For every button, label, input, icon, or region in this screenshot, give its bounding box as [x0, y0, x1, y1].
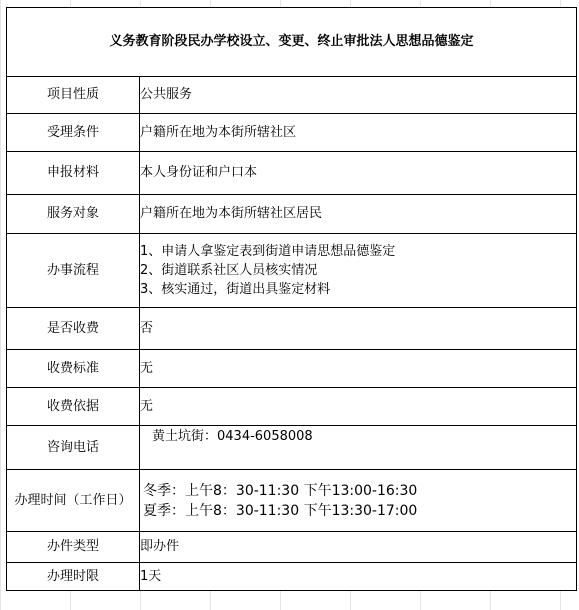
- row-value-charge-basis[interactable]: 无: [140, 388, 577, 426]
- table-row: [7, 77, 577, 114]
- table-row: [7, 350, 577, 388]
- row-value-charge-standard[interactable]: 无: [140, 350, 577, 388]
- row-value-process[interactable]: [140, 234, 577, 308]
- row-label-process[interactable]: 办事流程: [7, 234, 140, 308]
- table-row: [7, 195, 577, 234]
- table-row: [7, 532, 577, 563]
- row-value-case-type[interactable]: 即办件: [140, 532, 577, 563]
- row-value-time-limit[interactable]: 1天: [140, 563, 577, 591]
- row-value-charge[interactable]: 否: [140, 308, 577, 350]
- table-row: [7, 308, 577, 350]
- process-step-1: 1、申请人拿鉴定表到街道申请思想品德鉴定: [140, 244, 396, 259]
- service-info-table: [6, 7, 577, 591]
- table-row: [7, 234, 577, 308]
- winter-hours: 冬季：上午8：30-11:30 下午13:00-16:30: [143, 482, 418, 499]
- table-row: [7, 563, 577, 591]
- row-label-charge-standard[interactable]: 收费标准: [7, 350, 140, 388]
- row-label-charge-basis[interactable]: 收费依据: [7, 388, 140, 426]
- row-label-office-hours[interactable]: 办理时间（工作日）: [7, 470, 140, 532]
- row-value-materials[interactable]: 本人身份证和户口本: [140, 152, 577, 195]
- row-label-service-target[interactable]: 服务对象: [7, 195, 140, 234]
- table-row: [7, 152, 577, 195]
- row-value-phone[interactable]: 黄土坑街：0434-6058008: [140, 426, 577, 470]
- summer-hours: 夏季：上午8：30-11:30 下午13:30-17:00: [143, 502, 418, 519]
- process-step-3: 3、核实通过，街道出具鉴定材料: [140, 282, 331, 297]
- row-label-phone[interactable]: 咨询电话: [7, 426, 140, 470]
- table-row: [7, 426, 577, 470]
- table-row: [7, 470, 577, 532]
- row-label-project-nature[interactable]: 项目性质: [7, 77, 140, 114]
- row-label-time-limit[interactable]: 办理时限: [7, 563, 140, 591]
- row-label-charge[interactable]: 是否收费: [7, 308, 140, 350]
- process-step-2: 2、街道联系社区人员核实情况: [140, 263, 318, 278]
- title-row: [7, 8, 577, 77]
- row-value-acceptance-conditions[interactable]: 户籍所在地为本街所辖社区: [140, 114, 577, 152]
- row-value-project-nature[interactable]: 公共服务: [140, 77, 577, 114]
- table-row: [7, 114, 577, 152]
- row-value-service-target[interactable]: 户籍所在地为本街所辖社区居民: [140, 195, 577, 234]
- row-label-acceptance-conditions[interactable]: 受理条件: [7, 114, 140, 152]
- form-title[interactable]: 义务教育阶段民办学校设立、变更、终止审批法人思想品德鉴定: [7, 8, 577, 77]
- row-label-materials[interactable]: 申报材料: [7, 152, 140, 195]
- row-value-office-hours[interactable]: [140, 470, 577, 532]
- row-label-case-type[interactable]: 办件类型: [7, 532, 140, 563]
- table-row: [7, 388, 577, 426]
